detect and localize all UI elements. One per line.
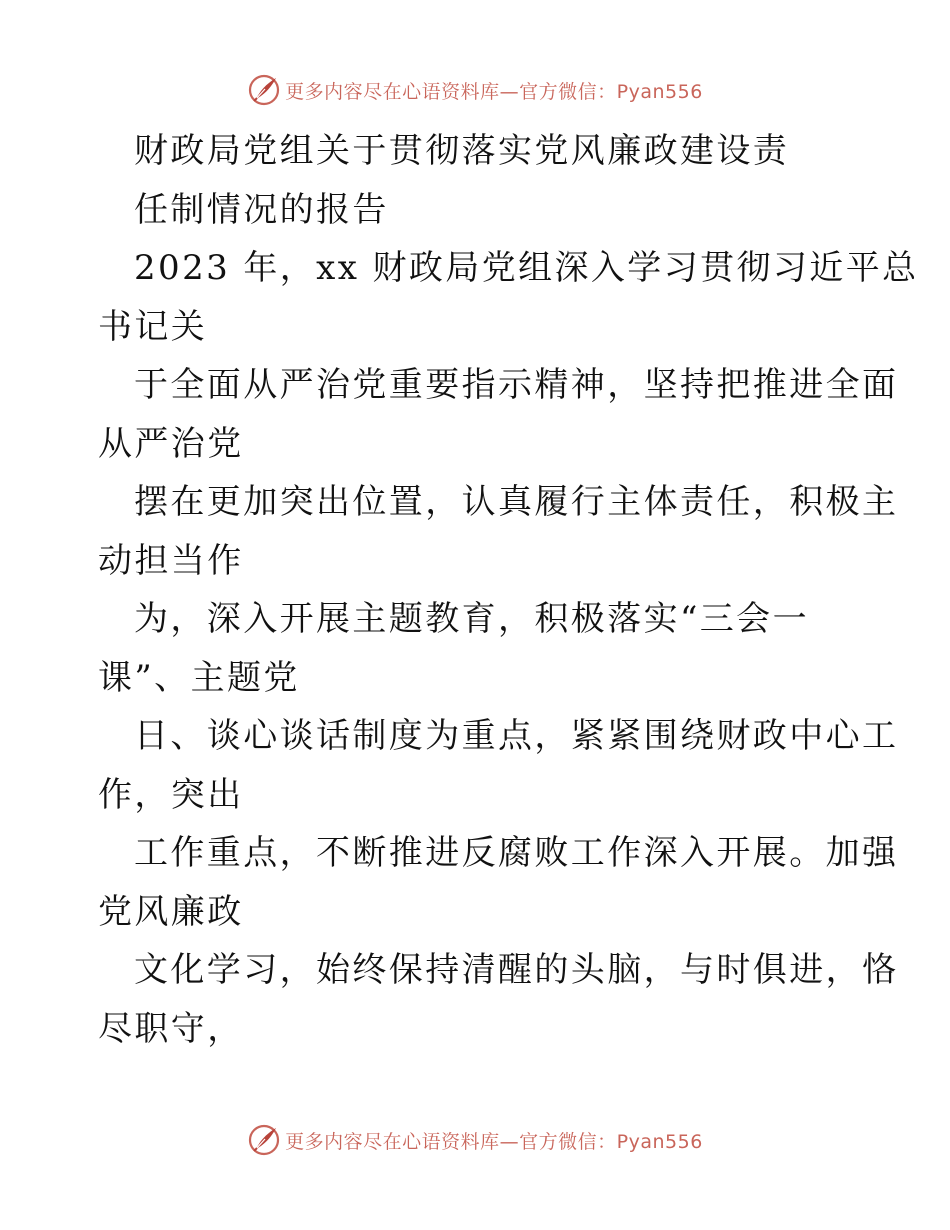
footer-watermark-text: 更多内容尽在心语资料库—官方微信：Pyan556 (285, 1130, 703, 1153)
text-line: 文化学习，始终保持清醒的头脑，与时俱进，恪 (134, 950, 899, 990)
text-line: 工作重点，不断推进反腐败工作深入开展。加强 (134, 833, 899, 873)
text-line: 作，突出 (98, 774, 244, 815)
text-line: 课”、主题党 (98, 657, 300, 698)
text-line: 财政局党组关于贯彻落实党风廉政建设责 (134, 131, 790, 171)
text-line: 日、谈心谈话制度为重点，紧紧围绕财政中心工 (134, 716, 899, 756)
text-line: 2023 年，xx 财政局党组深入学习贯彻习近平总 (134, 248, 919, 288)
quill-logo-icon (247, 73, 281, 107)
header-watermark-text: 更多内容尽在心语资料库—官方微信：Pyan556 (285, 80, 703, 103)
text-line: 党风廉政 (98, 891, 244, 932)
text-line: 从严治党 (98, 423, 244, 464)
text-line: 尽职守， (98, 1008, 244, 1049)
header-watermark (0, 70, 950, 110)
quill-logo-icon (247, 1123, 281, 1157)
text-line: 于全面从严治党重要指示精神，坚持把推进全面 (134, 365, 899, 405)
footer-watermark (0, 1120, 950, 1160)
text-line: 为，深入开展主题教育，积极落实“三会一 (134, 599, 809, 639)
text-line: 动担当作 (98, 540, 244, 581)
text-line: 任制情况的报告 (134, 189, 389, 230)
text-line: 书记关 (98, 306, 208, 347)
text-line: 摆在更加突出位置，认真履行主体责任，积极主 (134, 482, 899, 522)
document-body (98, 122, 919, 1058)
